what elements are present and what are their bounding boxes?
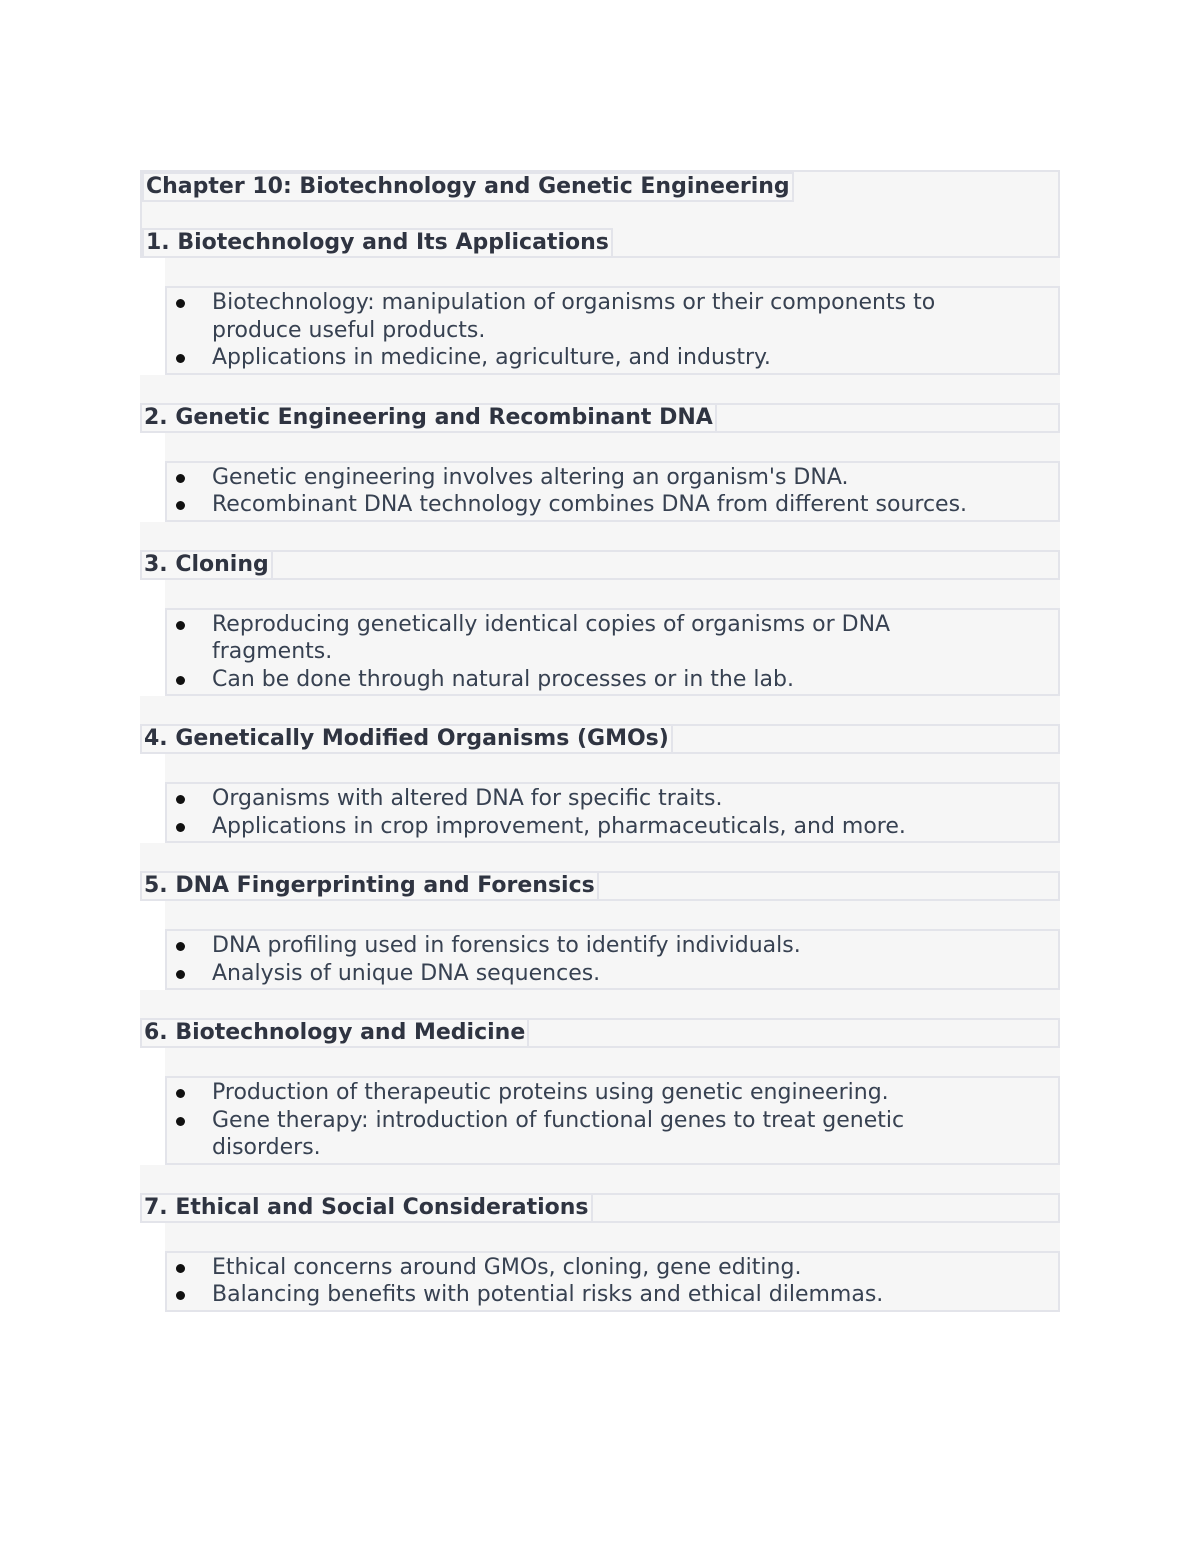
section-list	[165, 608, 1060, 697]
spacer	[165, 754, 1060, 782]
list-item: Applications in medicine, agriculture, and industry.	[167, 344, 1058, 372]
bullet-icon	[176, 501, 185, 510]
list-item: Can be done through natural processes or in the lab.	[167, 666, 1058, 694]
section-heading-row	[140, 1018, 1060, 1048]
list-item: Analysis of unique DNA sequences.	[167, 960, 1058, 988]
bullet-icon	[176, 970, 185, 979]
bullet-icon	[176, 354, 185, 363]
section-list	[165, 286, 1060, 375]
bullet-icon	[176, 823, 185, 832]
list-item: Organisms with altered DNA for specific traits.	[167, 785, 1058, 813]
list-item: Gene therapy: introduction of functional genes to treat genetic disorders.	[167, 1107, 1058, 1162]
document-body	[140, 170, 1060, 1312]
bullet-icon	[176, 1264, 185, 1273]
list-item: Reproducing genetically identical copies of organisms or DNA fragments.	[167, 611, 1058, 666]
section-list	[165, 782, 1060, 843]
bullet-icon	[176, 474, 185, 483]
section-heading-row	[140, 550, 1060, 580]
section-heading: 1. Biotechnology and Its Applications	[142, 228, 613, 258]
spacer	[140, 1165, 1060, 1193]
section-heading: 2. Genetic Engineering and Recombinant DNA	[142, 405, 717, 431]
bullet-icon	[176, 676, 185, 685]
bullet-icon	[176, 1117, 185, 1126]
spacer	[165, 433, 1060, 461]
spacer	[140, 522, 1060, 550]
bullet-icon	[176, 299, 185, 308]
spacer	[165, 901, 1060, 929]
section-heading-row	[140, 1193, 1060, 1223]
list-item: Genetic engineering involves altering an organism's DNA.	[167, 464, 1058, 492]
section-heading: 4. Genetically Modified Organisms (GMOs)	[142, 726, 673, 752]
spacer	[140, 696, 1060, 724]
section-list	[165, 929, 1060, 990]
section-heading: 5. DNA Fingerprinting and Forensics	[142, 873, 599, 899]
section-heading-row	[140, 871, 1060, 901]
bullet-icon	[176, 1291, 185, 1300]
section-list	[165, 1076, 1060, 1165]
list-item: Ethical concerns around GMOs, cloning, gene editing.	[167, 1254, 1058, 1282]
list-item: Applications in crop improvement, pharmaceuticals, and more.	[167, 813, 1058, 841]
title-block	[140, 170, 1060, 258]
bullet-icon	[176, 621, 185, 630]
list-item: Balancing benefits with potential risks and ethical dilemmas.	[167, 1281, 1058, 1309]
spacer	[165, 258, 1060, 286]
bullet-icon	[176, 942, 185, 951]
spacer	[140, 375, 1060, 403]
list-item: Biotechnology: manipulation of organisms or their components to produce useful products.	[167, 289, 1058, 344]
bullet-icon	[176, 795, 185, 804]
list-item: DNA profiling used in forensics to identify individuals.	[167, 932, 1058, 960]
document-title: Chapter 10: Biotechnology and Genetic Engineering	[142, 172, 794, 202]
list-item: Recombinant DNA technology combines DNA from different sources.	[167, 491, 1058, 519]
section-list	[165, 461, 1060, 522]
section-heading-row	[140, 403, 1060, 433]
bullet-icon	[176, 1089, 185, 1098]
list-item: Production of therapeutic proteins using genetic engineering.	[167, 1079, 1058, 1107]
section-heading: 7. Ethical and Social Considerations	[142, 1195, 593, 1221]
section-list	[165, 1251, 1060, 1312]
section-heading: 6. Biotechnology and Medicine	[142, 1020, 529, 1046]
spacer	[165, 1223, 1060, 1251]
spacer	[165, 1048, 1060, 1076]
spacer	[140, 990, 1060, 1018]
section-heading-row	[140, 724, 1060, 754]
spacer	[140, 843, 1060, 871]
spacer	[165, 580, 1060, 608]
section-heading: 3. Cloning	[142, 552, 273, 578]
